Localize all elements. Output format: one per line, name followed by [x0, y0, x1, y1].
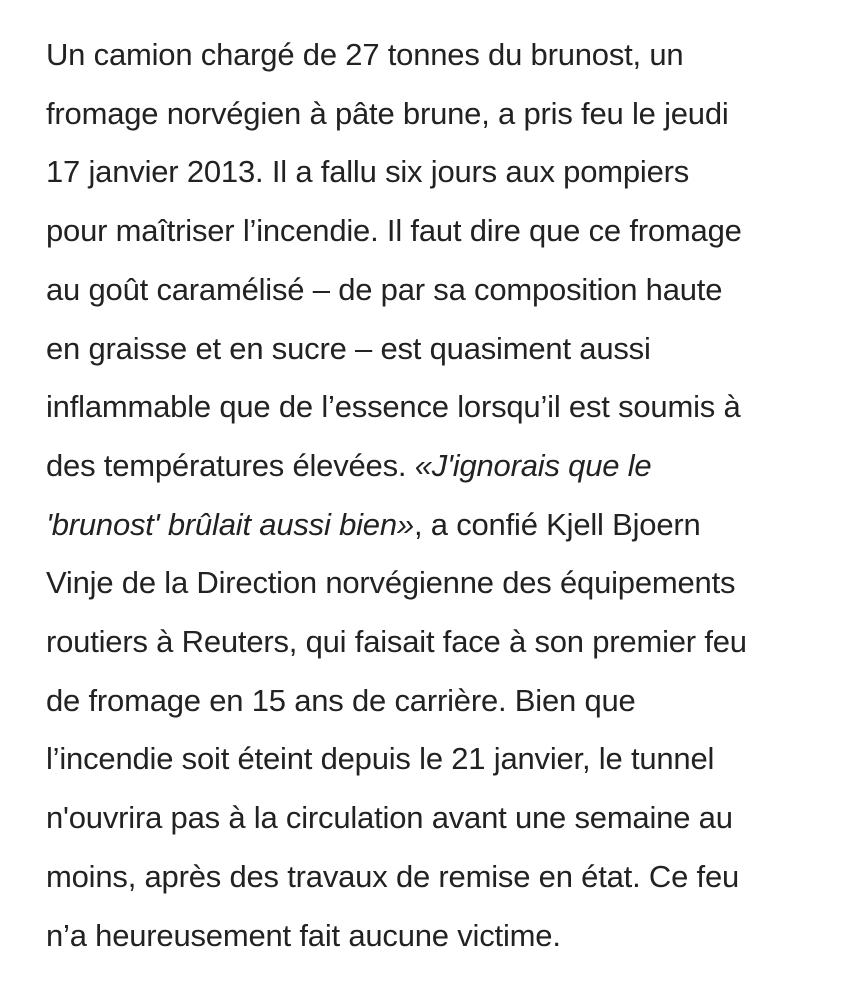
- paragraph-line: moins, après des travaux de remise en état. Ce feu: [46, 858, 740, 894]
- paragraph-line: de fromage en 15 ans de carrière. Bien que: [46, 682, 636, 718]
- paragraph-line: n’a heureusement fait aucune victime.: [46, 917, 561, 953]
- paragraph-line: Vinje de la Direction norvégienne des équipements: [46, 565, 736, 601]
- article-paragraph: [46, 26, 846, 965]
- paragraph-line: en graisse et en sucre – est quasiment aussi: [46, 330, 651, 366]
- paragraph-line: au goût caramélisé – de par sa composition haute: [46, 271, 723, 307]
- paragraph-text-segment: , a confié Kjell Bjoern: [413, 506, 701, 542]
- paragraph-line: pour maîtriser l’incendie. Il faut dire que ce fromage: [46, 213, 742, 249]
- paragraph-text-segment: des températures élevées.: [46, 447, 415, 483]
- paragraph-line-with-quote: [46, 496, 846, 555]
- paragraph-line: 17 janvier 2013. Il a fallu six jours aux pompiers: [46, 154, 690, 190]
- paragraph-line: l’incendie soit éteint depuis le 21 janvier, le tunnel: [46, 741, 715, 777]
- paragraph-line-with-quote: [46, 437, 846, 496]
- paragraph-line: Un camion chargé de 27 tonnes du brunost, un: [46, 37, 684, 72]
- paragraph-line: routiers à Reuters, qui faisait face à son premier feu: [46, 624, 747, 660]
- paragraph-line: inflammable que de l’essence lorsqu’il est soumis à: [46, 389, 741, 425]
- paragraph-line: n'ouvrira pas à la circulation avant une semaine au: [46, 800, 733, 836]
- paragraph-line: fromage norvégien à pâte brune, a pris feu le jeudi: [46, 95, 729, 131]
- quote-text: «J'ignorais que le: [414, 447, 652, 483]
- quote-text: 'brunost' brûlait aussi bien»: [46, 506, 414, 542]
